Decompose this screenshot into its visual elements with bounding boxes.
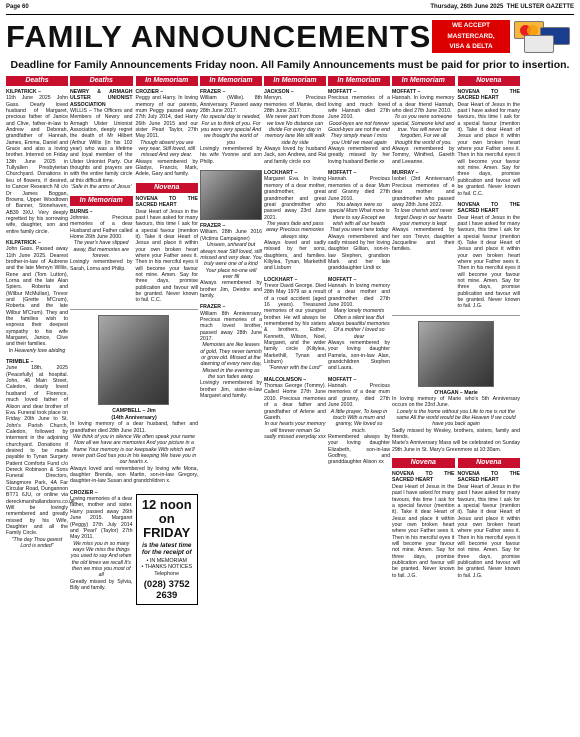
- column-group-7-8: [392, 76, 520, 716]
- memoriam-notice: LOCKHART – Trevor David George. Died 28th May 1979 as a result of a road accident (aged 16 years). Treasured memories of our youngest brother. He will always be remembered by his sisters & brothers. Esther, Kenneth, Wilson, Noel, Margaret, and the wider family circle (Kiliylea, Markethill, Tynan and Lisburn) "Forever with the Lord": [264, 276, 326, 372]
- announcement-columns: [6, 76, 574, 716]
- column-memoriam-5: [264, 76, 326, 716]
- section-header-novena: Novena: [458, 458, 521, 468]
- memoriam-notice: FRAZER – William. 28th June 2016 (Victims Campaigner) Unseen, unheard but always near Still loved, still missed and very dear. You truly were one of a kind Your place no-one will ever fill Always remembered by brother Jim, Deirdre and family.: [200, 223, 262, 299]
- section-header-novena: Novena: [458, 76, 521, 86]
- section-header-memoriam: In Memoriam: [392, 76, 455, 86]
- section-header-deaths: Deaths: [6, 76, 68, 86]
- memoriam-notice: MOFFATT – Precious memories of a loving and much loved wife Hannah died 27th June 2010. Good-byes are not forever Good-byes are not the end They simply mean I miss you Until we meet again Always remembered and greatly missed by her loving husband Bertie xx: [328, 89, 390, 165]
- memoriam-notice: FRAZER – William 8th Anniversary. Precious memories of a much loved brother, passed away 28th June 2017. Memories are like leaves of gold, They never tarnish or grow old. Missed at the dawning of every new day, Missed in the evening as the sun fades away. Lovingly remembered by brother Jim, sister-in-law Margaret and family.: [200, 304, 262, 400]
- memoriam-notice-campbell: CAMPBELL – Jim (14th Anniversary) In loving memory of a dear husband, father and grandfather died 28th June 2011. We think of you in silence We often speak your name Now all we have are memories And your picture in a frame Your memory is our keepsake With which we'll never part God has you in his keeping We have you in our hearts x. Always loved and remembered by loving wife Mona, daughter Brenda, son Martin, son-in-law Gregory, daughter-in-law Susan and grandchildren x.: [70, 309, 198, 485]
- memoriam-notice: MURRAY – Isobel (3rd Anniversary) Precious memories of a dear mother and grandmother who passed away 28th June 2022. To love cherish and never forget Deep in our hearts your memory is kept Always remembered by her son Trevor, daughter Jacqueline and their families.: [392, 170, 455, 253]
- death-notice: KILPATRICK – 11th June 2025 John Gass. Dearly loved husband of Margaret, precious father of Janice and Clive, father-in-law to Andrew and Deborah, grandfather of Hannah, James, Emma, Daniel and Grace and also a loving brother. Interred on Friday 13th June 2025 in Tullyallen Presbyterian Churchyard. Donations in lieu of flowers, if desired, to Cancer Research NI c/o Dr James Boggan, Browns, Upper Woodtown of Banner, Stonehaven, AB39 3XU. Very deeply regretted by his sorrowing wife, daughter, son and entire family circle.: [6, 89, 68, 235]
- memoriam-notice: LOCKHART – Margaret Eva. In loving memory of a dear mother, grandmother, great grandmother and great great grandmother who passed away 23rd June 2021. The years fade and pass away Precious memories always stay. Always loved and sadly missed by her sons, daughters, and families. Kiliylea, Tynan, Markethill and Lisburn: [264, 170, 326, 272]
- death-notice: TRIMBLE – June 18th, 2025 (Peacefully) at hospital. John, 46 Main Street, Caledon, dearly loved husband of Florence, much loved father of Alison and dear brother of Eva. Funeral took place on Friday 20th June to St. John's Parish Church, Caledon, followed by interment in the adjoining churchyard. Donations if desired to be made payable to Tynan Surgery Patient Comforts Fund c/o Dereck Robinson & Sons Funeral Directors, Stangmore Park, 4A Far Circular Road, Dungannon BT71 6JU, or online via dereckmarshallandsons.co.uk. Will be lovingly remembered and greatly missed by his Wife, Daughter and all the Family Circle. "The day Thou gavest Lord is ended": [6, 359, 77, 550]
- portrait-photo: [98, 315, 168, 405]
- section-header-novena: Novena: [392, 458, 455, 468]
- memoriam-notice: JACKSON – Mervyn. Precious memories of Mamie, died 28th June 2017. We never part from those we love No distance can divide For every day in memory lane We still walk side by side Always loved by husband Jack, son Andrew, and Rai and family circle xxx: [264, 89, 326, 165]
- novena-notice: NOVENA TO THE SACRED HEART Dear Heart of Jesus in the past I have asked for many favours, this time I ask for a special favour (mention it). Take it dear Heart of Jesus and place it within your own broken heart where your Father sees it. Then in his merciful eyes it will become your favour not mine. Amen. Say for three days, promise publication and favour will be granted. Never known to fail. C.C.: [135, 195, 198, 304]
- novena-notice: NOVENA TO THE SACRED HEART Dear Heart of Jesus in the past I have asked for many favours, this time I ask for a special favour (mention it). Take it dear Heart of Jesus and place it within your own broken heart where your Father sees it. Then in his merciful eyes it will become your favour not mine. Amen. Say for three days, promise publication and favour will be granted. Never known to fail. J.G.: [457, 201, 520, 310]
- section-header-memoriam: In Memoriam: [200, 76, 262, 86]
- death-notice: KILPATRICK – John Gass. Passed away 11th June 2025. Dearest brother-in-law of Aubrene and the late Mervyn Willis, Rene and (Tom Lutton), Lorna and the late Alan Spiers. Roberta and (Wilbur McMullan), Trevor and (Grette M'Crum), Roberta and the late Wilbur M'Crum). They and the families wish to express their deepest sympathy to his wife Margaret, Janice, Clive and their families. In Heavenly love abiding: [6, 239, 68, 354]
- section-header-memoriam: In Memoriam: [264, 76, 326, 86]
- masthead: [6, 19, 574, 55]
- column-deaths-1: [6, 76, 77, 716]
- memoriam-notice: MOFFATT – Hannah. Precious memories of a dear mum and granny, died 27th June 2010. A little prayer, To keep in touch With a mum and granny, We loved so much. Remembered always by your loving daughter Elizabeth, son-in-law Godfrey, and granddaughter Alison xx: [328, 376, 390, 466]
- memoriam-notice: MALCOLMSON – Thomas George (Tommy). Called Home 27th June 2010. Precious memories of a dear father and grandfather of Arlene and Gareth. In our hearts your memory will forever remain So sadly missed everyday xxx: [264, 376, 326, 440]
- novena-notice: NOVENA TO THE SACRED HEART Dear Heart of Jesus in the past I have asked for many favours, this time I ask for a special favour (mention it). Take it dear Heart of Jesus and place it within your own broken heart where your Father sees it. Then in his merciful eyes it will become your favour not mine. Amen. Say for three days, promise publication and favour will be granted. Never known to fail. J.G.: [457, 471, 520, 579]
- memoriam-notice: MOFFATT – Hannah. Precious memories of a dear Mum and Granny died 27th June 2010. You always were so special Mum What more is there to say Except we wish with all our hearts That you were here today Always remembered and sadly missed by her loving daughter Gillian, son-in-law Stephen, grandson Mark and her late granddaughter Lindi xx: [328, 170, 390, 272]
- memoriam-notice: CROZIER – Loving memories of a dear father, mother and sister. Harry passed away 26th June 2015. Margaret (Peggy) 27th July 2014 and 'Pearl' (Taylor) 27th May 2011. We miss you in so many ways We miss the things you used to say And when the old times we recall It's then we miss you most of all Greatly missed by Sylvia, Billy and family.: [70, 489, 133, 591]
- page-header-bar: [6, 4, 574, 15]
- section-header-deaths: Deaths: [70, 76, 133, 86]
- death-notice: NEWRY & ARMAGH ULSTER UNIONIST ASSOCIATION WILLIS – The Officers and Members of Newry and Armagh Ulster Unionist Association, deeply regret the death of Mr Hilbert (Arthur Willis (in his 102 year) who was a lifetime and loyal member of the Ulster Unionist Party. Our thoughts and prayers are with the entire family circle at this difficult time. 'Safe in the arms of Jesus': [70, 89, 133, 191]
- novena-notice: NOVENA TO THE SACRED HEART Dear Heart of Jesus in the past I have asked for many favours, this time I ask for a special favour (mention it). Take it dear Heart of Jesus and place it within your own broken heart where your Father sees it. Then in his merciful eyes it will become your favour not mine. Amen. Say for three days, promise publication and favour will be granted. Never known to fail. J.G.: [392, 471, 455, 579]
- memoriam-notice: FRAZER – William (Willie). 8th Anniversary. Passed away 28th June 2017. No special day is needed, For us to think of you. For you were very special And we thought the world of you Lovingly remembered by his wife Yvonne and son Philip.: [200, 89, 262, 165]
- portrait-photo: [418, 321, 495, 387]
- section-header-memoriam: In Memoriam: [70, 196, 133, 206]
- section-header-novena: Novena: [136, 183, 199, 193]
- memoriam-notice: MOFFATT – Hannah. In loving memory of a dear friend Hannah, who died 27th June 2010. To us you were someone special, Someone kind and true. You will never be forgotten, For we all thought the world of you. Always remembered by Tommy, Winifred, Gareth and Leeanne.: [392, 89, 455, 165]
- novena-notice: NOVENA TO THE SACRED HEART Dear Heart of Jesus in the past I have asked for many favours, this time I ask for a special favour (mention it). Take it dear Heart of Jesus and place it within your own broken heart where your Father sees it. Then in his merciful eyes it will become your favour not mine. Amen. Say for three days, promise publication and favour will be granted. Never known to fail. C.C.: [457, 89, 520, 197]
- deadline-box: 12 noon on FRIDAY is the latest time for the receipt of • IN MEMORIAM • THANKS NOTICES Telephone (028) 3752 2639: [136, 494, 199, 606]
- issue-date: Thursday, 26th June 2025 THE ULSTER GAZETTE: [430, 4, 574, 10]
- deadline-notice: Deadline for Family Announcements Friday noon. All Family Announcements must be paid for prior to insertion.: [10, 59, 570, 71]
- memoriam-notice-ohagan: O'HAGAN – Marie In loving memory of Marie who's 5th Anniversary occurs on the 23rd June. Lonely is the home without you Life to me is not the same All the world would be like Heaven If we could have you back again Sadly missed by Wesley, brothers, sisters, family and friends. Marie's Anniversary Mass will be celebrated on Sunday 29th June in St. Mary's Greenmore at 10:30am.: [392, 315, 520, 453]
- column-group-2-3: [70, 76, 198, 716]
- memoriam-notice: BURNS – Johnnie. Precious memories of a dear Husband and Father called Home 26th June 2000. The year's have slipped away, But memories are forever. Lovingly remembered by Sarah, Lorna and Philip.: [70, 208, 133, 272]
- section-header-memoriam: In Memoriam: [328, 76, 390, 86]
- page-number: Page 60: [6, 4, 29, 10]
- memoriam-notice: CROZIER – Peggy and Harry. In loving memory of our parents, mum Peggy passed away 27th July 2014, dad Harry 26th June 2015 and our sister Pearl Taylor, 27th May 2011. Though absent you are very near, Still loved, still missed And very dear. Always remembered by Gladys, Francis, Mark, Adele, Gary and family.: [135, 89, 198, 178]
- column-memoriam-4: [200, 76, 262, 716]
- memoriam-notice: MOFFATT – Hannah. In loving memory of a dear mother and grandmother died 27th June 2010. Many lonely moments Often a silent tear But always beautiful memories Of a mother I loved so dear Always remembered by your loving daughter Pamela, son-in-law Alan, grandchildren Stephen and Laura.: [328, 276, 390, 372]
- section-header-memoriam: In Memoriam: [136, 76, 199, 86]
- payment-badge: WE ACCEPT MASTERCARD, VISA & DELTA: [432, 20, 510, 53]
- column-memoriam-6: [328, 76, 390, 716]
- page-title: FAMILY ANNOUNCEMENTS: [6, 19, 432, 54]
- card-logos-icon: [514, 21, 572, 53]
- portrait-photo: [200, 170, 262, 220]
